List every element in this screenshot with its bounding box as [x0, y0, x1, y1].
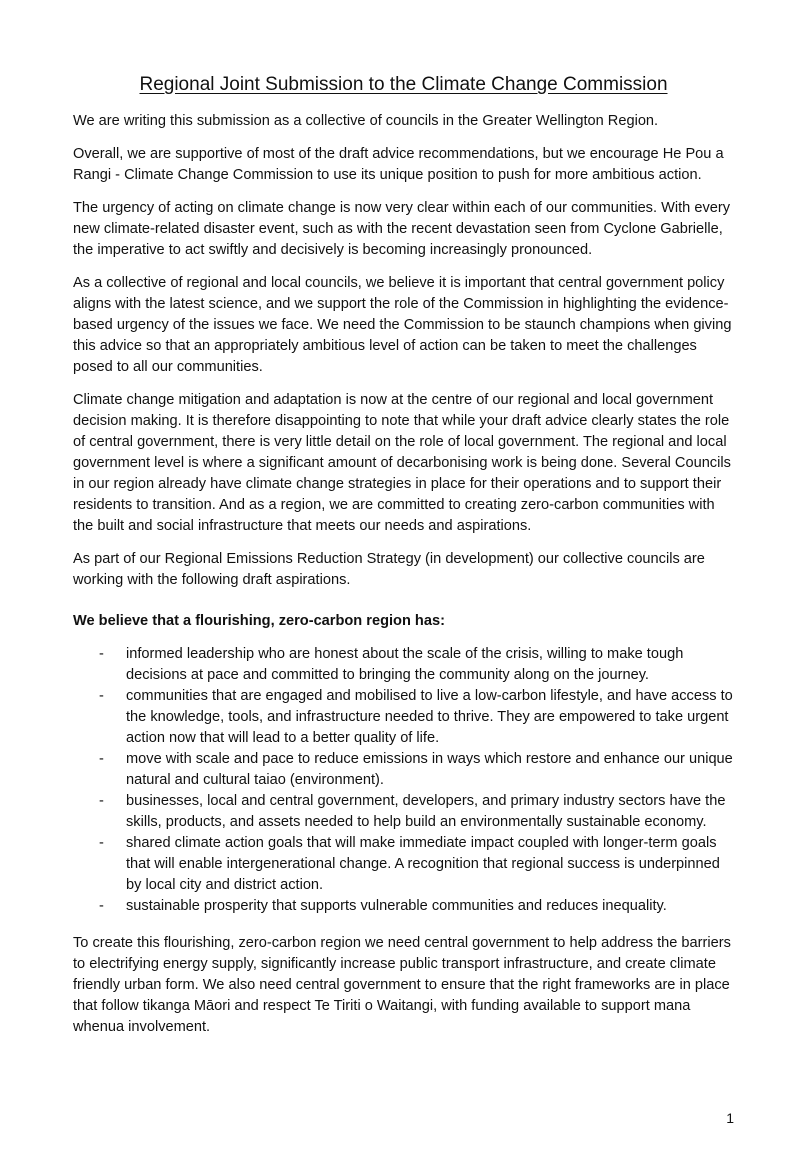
paragraph: We are writing this submission as a collective of councils in the Greater Wellington Region. [73, 113, 659, 129]
paragraph: As part of our Regional Emissions Reduction Strategy (in development) our collective councils are working with the following draft aspirations. [73, 551, 705, 588]
list-item [73, 749, 738, 791]
list-item-text: move with scale and pace to reduce emissions in ways which restore and enhance our unique natural and cultural taiao (environment). [126, 751, 733, 788]
bullet-dash: - [99, 688, 104, 704]
bullet-dash: - [99, 646, 104, 662]
paragraph: Climate change mitigation and adaptation is now at the centre of our regional and local government decision making. It is therefore disappointing to note that while your draft advice clearly states the role of central government, there is very little detail on the role of local government. The regional and local government level is where a significant amount of decarbonising work is being done. Several Councils in our region already have climate change strategies in place for their operations and to support their residents to transition. And as a region, we are committed to creating zero-carbon communities with the built and social infrastructure that meets our needs and aspirations. [73, 392, 731, 534]
aspirations-list [73, 644, 738, 917]
list-item-text: shared climate action goals that will make immediate impact coupled with longer-term goals that will enable intergenerational change. A recognition that regional success is underpinned by local city and district action. [126, 835, 720, 893]
list-item-text: sustainable prosperity that supports vulnerable communities and reduces inequality. [126, 898, 667, 914]
list-item-text: businesses, local and central government, developers, and primary industry sectors have the skills, products, and assets needed to help build an environmentally sustainable economy. [126, 793, 726, 830]
list-item [73, 833, 738, 896]
list-item-text: informed leadership who are honest about the scale of the crisis, willing to make tough decisions at pace and committed to bringing the community along on the journey. [126, 646, 684, 683]
list-item [73, 791, 738, 833]
list-item [73, 896, 738, 917]
closing-paragraph: To create this flourishing, zero-carbon region we need central government to help address the barriers to electrifying energy supply, significantly increase public transport infrastructure, and create climate friendly urban form. We also need central government to ensure that the right frameworks are in place that follow tikanga Māori and respect Te Tiriti o Waitangi, with funding available to support mana whenua involvement. [73, 935, 731, 1035]
bullet-dash: - [99, 898, 104, 914]
bullet-dash: - [99, 835, 104, 851]
paragraph: The urgency of acting on climate change is now very clear within each of our communities. With every new climate-related disaster event, such as with the recent devastation seen from Cyclone Gabrielle, the imperative to act swiftly and decisively is becoming increasingly pronounced. [73, 200, 731, 258]
document-title: Regional Joint Submission to the Climate Change Commission [139, 74, 668, 95]
document-body [73, 111, 738, 1050]
bullet-dash: - [99, 751, 104, 767]
list-item [73, 686, 738, 749]
page-number: 1 [726, 1110, 734, 1126]
bullet-dash: - [99, 793, 104, 809]
list-item-text: communities that are engaged and mobilised to live a low-carbon lifestyle, and have access to the knowledge, tools, and infrastructure needed to thrive. They are empowered to take urgent action now that will lead to a better quality of life. [126, 688, 733, 746]
list-item [73, 644, 738, 686]
list-heading: We believe that a flourishing, zero-carbon region has: [73, 613, 445, 629]
paragraph: As a collective of regional and local councils, we believe it is important that central government policy aligns with the latest science, and we support the role of the Commission in highlighting the evidence-based urgency of the issues we face. We need the Commission to be staunch champions when giving this advice so that an appropriately ambitious level of action can be taken to meet the challenges posed to all our communities. [73, 275, 732, 375]
paragraph: Overall, we are supportive of most of the draft advice recommendations, but we encourage He Pou a Rangi - Climate Change Commission to use its unique position to push for more ambitious action. [73, 146, 724, 183]
